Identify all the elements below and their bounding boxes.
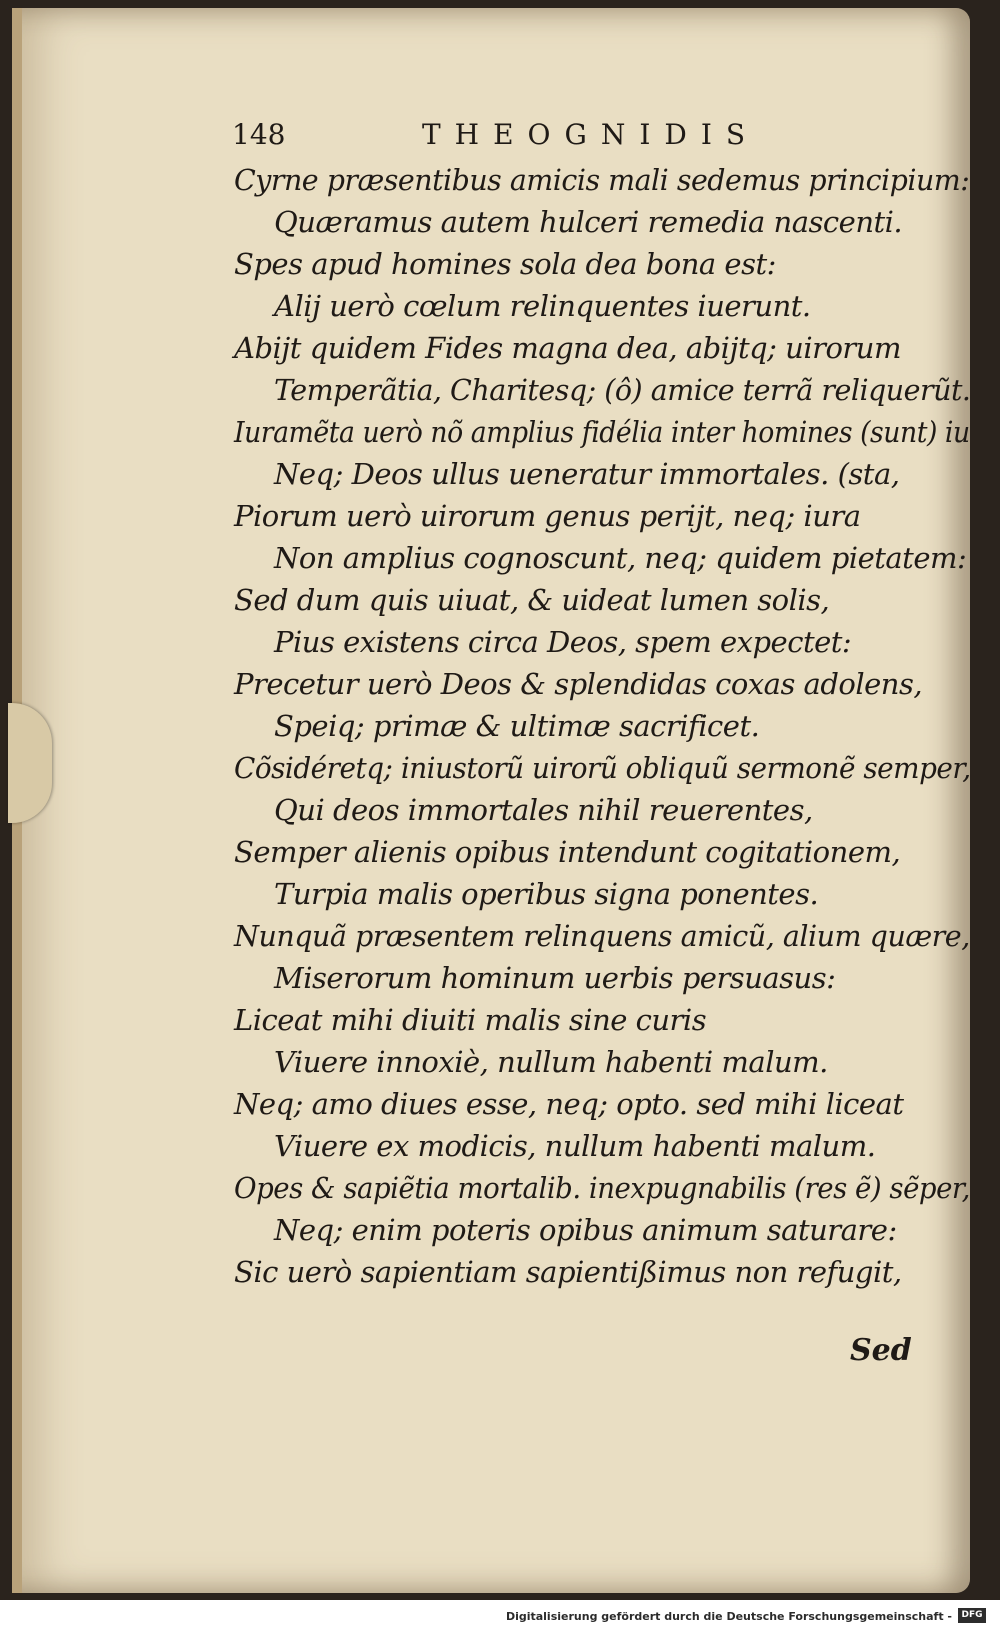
verse-line: Cõsidéretq; iniustorũ uirorũ obliquũ sermonẽ semper, — [234, 751, 971, 785]
verse-line: Miserorum hominum uerbis persuasus: — [274, 961, 836, 995]
running-head: THEOGNIDIS — [422, 118, 760, 151]
verse-line: Iuramẽta uerò nõ amplius fidélia inter homines (sunt) iu — [234, 415, 970, 449]
verse-line: Semper alienis opibus intendunt cogitationem, — [234, 835, 901, 869]
verse-line: Qui deos immortales nihil reuerentes, — [274, 793, 813, 827]
verse-line: Viuere ex modicis, nullum habenti malum. — [274, 1129, 876, 1163]
verse-line: Temperãtia, Charitesq; (ô) amice terrã reliquerũt. — [274, 373, 971, 407]
verse-line: Neq; amo diues esse, neq; opto. sed mihi liceat — [234, 1087, 904, 1121]
verse-line: Cyrne præsentibus amicis mali sedemus principium: — [234, 163, 970, 197]
catchword: Sed — [850, 1333, 912, 1368]
verse-line: Spes apud homines sola dea bona est: — [234, 247, 776, 281]
book-page — [12, 8, 970, 1593]
verse-line: Pius existens circa Deos, spem expectet: — [274, 625, 852, 659]
verse-line: Sic uerò sapientiam sapientißimus non refugit, — [234, 1255, 902, 1289]
dfg-logo-icon: DFG — [958, 1608, 986, 1623]
verse-line: Turpia malis operibus signa ponentes. — [274, 877, 819, 911]
verse-line: Neq; Deos ullus ueneratur immortales. (sta, — [274, 457, 900, 491]
verse-line: Nunquã præsentem relinquens amicũ, alium quære, — [234, 919, 970, 953]
page-header — [232, 118, 792, 154]
verse-line: Piorum uerò uirorum genus perijt, neq; iura — [234, 499, 861, 533]
page-number: 148 — [232, 118, 286, 151]
verse-line: Speiq; primæ & ultimæ sacrificet. — [274, 709, 760, 743]
verse-line: Non amplius cognoscunt, neq; quidem pietatem: — [274, 541, 967, 575]
verse-line: Abijt quidem Fides magna dea, abijtq; uirorum — [234, 331, 901, 365]
page-content — [12, 8, 970, 1593]
verse-line: Liceat mihi diuiti malis sine curis — [234, 1003, 707, 1037]
verse-line: Neq; enim poteris opibus animum saturare: — [274, 1213, 897, 1247]
footer-bar — [0, 1600, 1000, 1635]
verse-line: Quæramus autem hulceri remedia nascenti. — [274, 205, 903, 239]
verse-line: Precetur uerò Deos & splendidas coxas adolens, — [234, 667, 923, 701]
verse-line: Viuere innoxiè, nullum habenti malum. — [274, 1045, 828, 1079]
verse-line: Opes & sapiẽtia mortalib. inexpugnabilis (res ẽ) sẽper, — [234, 1171, 970, 1205]
footer-credit: Digitalisierung gefördert durch die Deutsche Forschungsgemeinschaft - — [505, 1610, 952, 1623]
verse-line: Alij uerò cœlum relinquentes iuerunt. — [274, 289, 811, 323]
verse-line: Sed dum quis uiuat, & uideat lumen solis, — [234, 583, 830, 617]
